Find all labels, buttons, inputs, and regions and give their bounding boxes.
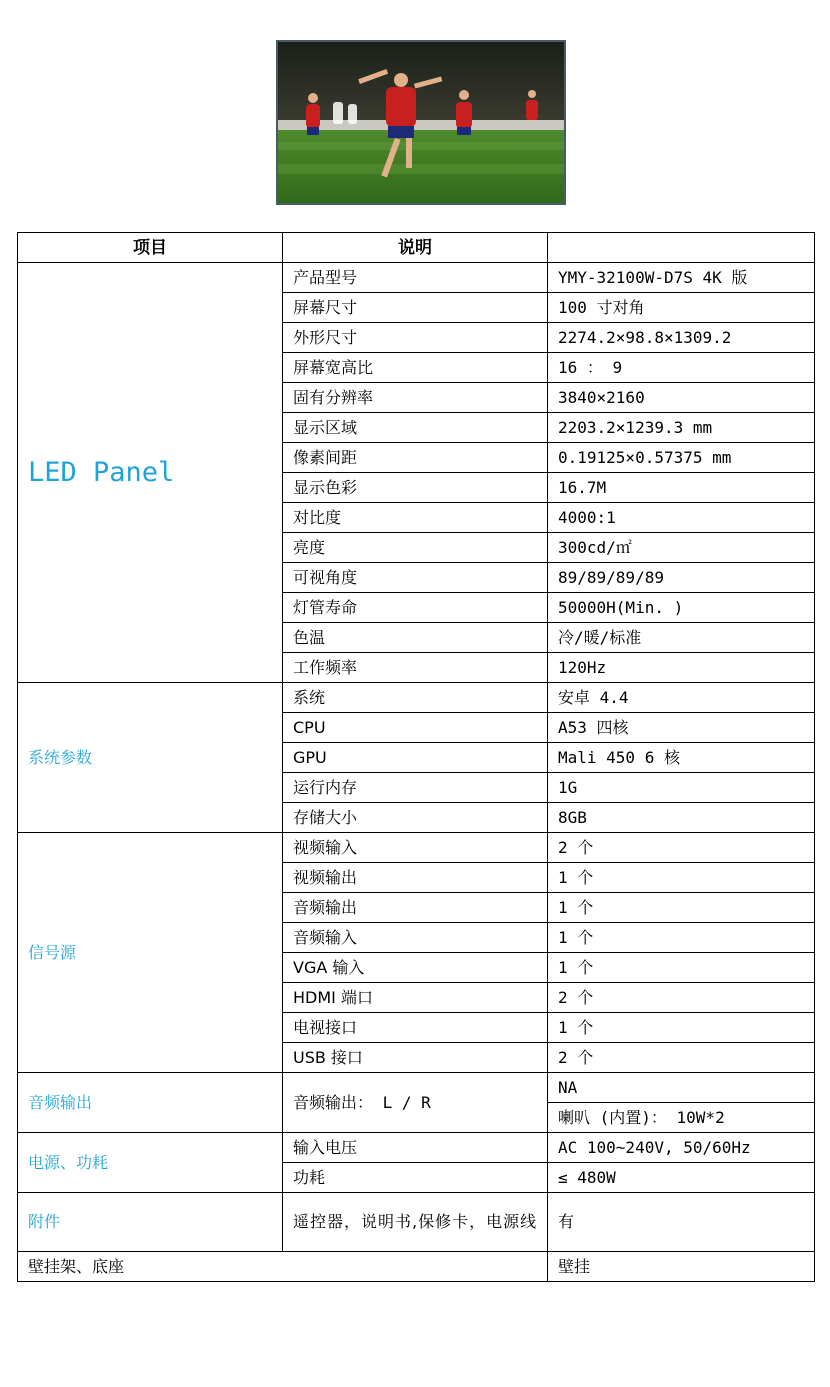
spec-label: 外形尺寸 bbox=[283, 323, 548, 353]
table-row bbox=[18, 1193, 815, 1252]
spec-value: 1 个 bbox=[548, 923, 815, 953]
product-photo bbox=[276, 40, 566, 205]
spec-value: 有 bbox=[548, 1193, 815, 1252]
spec-label: 显示区域 bbox=[283, 413, 548, 443]
spec-label: 音频输出： L / R bbox=[283, 1073, 548, 1133]
spec-value: AC 100~240V, 50/60Hz bbox=[548, 1133, 815, 1163]
spec-label: 屏幕宽高比 bbox=[283, 353, 548, 383]
spec-value: 2 个 bbox=[548, 983, 815, 1013]
mount-label: 壁挂架、底座 bbox=[18, 1252, 548, 1282]
spec-value: 2274.2×98.8×1309.2 bbox=[548, 323, 815, 353]
spec-value: 安卓 4.4 bbox=[548, 683, 815, 713]
spec-label: 固有分辨率 bbox=[283, 383, 548, 413]
spec-value: 1 个 bbox=[548, 863, 815, 893]
spec-label: VGA 输入 bbox=[283, 953, 548, 983]
table-row bbox=[18, 833, 815, 863]
spec-label: 存储大小 bbox=[283, 803, 548, 833]
spec-value: 1 个 bbox=[548, 1013, 815, 1043]
category-cell: LED Panel bbox=[18, 263, 283, 683]
spec-label: 屏幕尺寸 bbox=[283, 293, 548, 323]
spec-value: 冷/暖/标准 bbox=[548, 623, 815, 653]
category-cell: 电源、功耗 bbox=[18, 1133, 283, 1193]
spec-value: 1 个 bbox=[548, 893, 815, 923]
spec-label: 系统 bbox=[283, 683, 548, 713]
spec-label: 音频输入 bbox=[283, 923, 548, 953]
table-row bbox=[18, 1133, 815, 1163]
table-row bbox=[18, 1073, 815, 1103]
spec-value: 16 ： 9 bbox=[548, 353, 815, 383]
spec-label: USB 接口 bbox=[283, 1043, 548, 1073]
spec-value: 120Hz bbox=[548, 653, 815, 683]
spec-label: 显示色彩 bbox=[283, 473, 548, 503]
spec-label: GPU bbox=[283, 743, 548, 773]
spec-value: 喇叭 (内置)： 10W*2 bbox=[548, 1103, 815, 1133]
spec-label: 音频输出 bbox=[283, 893, 548, 923]
spec-label: 产品型号 bbox=[283, 263, 548, 293]
spec-label: 可视角度 bbox=[283, 563, 548, 593]
spec-value: 1 个 bbox=[548, 953, 815, 983]
spec-label: 色温 bbox=[283, 623, 548, 653]
spec-label: CPU bbox=[283, 713, 548, 743]
spec-value: 4000:1 bbox=[548, 503, 815, 533]
spec-value: 2203.2×1239.3 mm bbox=[548, 413, 815, 443]
spec-value: 50000H(Min. ) bbox=[548, 593, 815, 623]
spec-value: 壁挂 bbox=[548, 1252, 815, 1282]
spec-value: 16.7M bbox=[548, 473, 815, 503]
table-header-row bbox=[18, 233, 815, 263]
spec-value: A53 四核 bbox=[548, 713, 815, 743]
spec-value: 100 寸对角 bbox=[548, 293, 815, 323]
spec-value: 8GB bbox=[548, 803, 815, 833]
spec-label: 视频输出 bbox=[283, 863, 548, 893]
category-cell: 系统参数 bbox=[18, 683, 283, 833]
spec-value: 300cd/㎡ bbox=[548, 533, 815, 563]
spec-label: 运行内存 bbox=[283, 773, 548, 803]
category-cell: 附件 bbox=[18, 1193, 283, 1252]
spec-label: 亮度 bbox=[283, 533, 548, 563]
category-cell: 信号源 bbox=[18, 833, 283, 1073]
spec-value: 2 个 bbox=[548, 833, 815, 863]
spec-value: NA bbox=[548, 1073, 815, 1103]
spec-value: ≤ 480W bbox=[548, 1163, 815, 1193]
spec-label: 工作频率 bbox=[283, 653, 548, 683]
spec-label: 遥控器，说明书,保修卡，电源线 bbox=[283, 1193, 548, 1252]
spec-value: 2 个 bbox=[548, 1043, 815, 1073]
table-row bbox=[18, 683, 815, 713]
header-description: 说明 bbox=[283, 233, 548, 263]
spec-value: 1G bbox=[548, 773, 815, 803]
spec-table bbox=[17, 232, 815, 1282]
table-row bbox=[18, 1252, 815, 1282]
spec-label: HDMI 端口 bbox=[283, 983, 548, 1013]
header-blank bbox=[548, 233, 815, 263]
category-cell: 音频输出 bbox=[18, 1073, 283, 1133]
spec-label: 视频输入 bbox=[283, 833, 548, 863]
spec-label: 对比度 bbox=[283, 503, 548, 533]
spec-value: YMY-32100W-D7S 4K 版 bbox=[548, 263, 815, 293]
spec-value: 0.19125×0.57375 mm bbox=[548, 443, 815, 473]
table-row bbox=[18, 263, 815, 293]
spec-label: 输入电压 bbox=[283, 1133, 548, 1163]
spec-value: 89/89/89/89 bbox=[548, 563, 815, 593]
spec-value: 3840×2160 bbox=[548, 383, 815, 413]
spec-value: Mali 450 6 核 bbox=[548, 743, 815, 773]
spec-label: 像素间距 bbox=[283, 443, 548, 473]
soccer-photo-image bbox=[278, 42, 564, 203]
header-item: 项目 bbox=[18, 233, 283, 263]
spec-label: 灯管寿命 bbox=[283, 593, 548, 623]
spec-label: 功耗 bbox=[283, 1163, 548, 1193]
spec-label: 电视接口 bbox=[283, 1013, 548, 1043]
